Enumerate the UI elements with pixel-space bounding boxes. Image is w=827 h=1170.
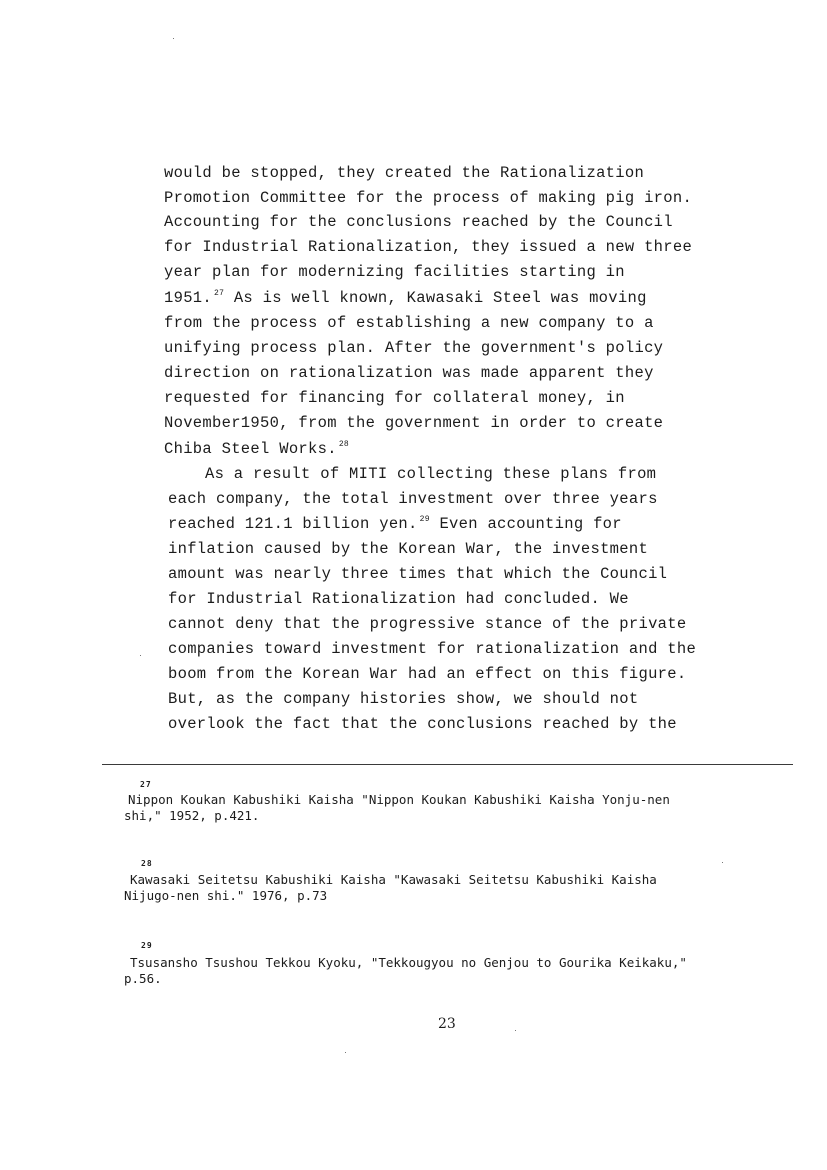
footnote-text: Nippon Koukan Kabushiki Kaisha "Nippon Koukan Kabushiki Kaisha Yonju-nen bbox=[128, 792, 670, 807]
body-line: Accounting for the conclusions reached by the Council bbox=[164, 213, 673, 231]
page-number: 23 bbox=[438, 1016, 456, 1032]
scan-speck bbox=[140, 655, 141, 656]
footnote-text: Kawasaki Seitetsu Kabushiki Kaisha "Kawasaki Seitetsu Kabushiki Kaisha bbox=[130, 872, 657, 887]
body-line: As a result of MITI collecting these plans from bbox=[205, 465, 657, 483]
body-line: unifying process plan. After the government's policy bbox=[164, 339, 664, 357]
footnote-ref: 29 bbox=[419, 515, 430, 524]
body-line: from the process of establishing a new company to a bbox=[164, 314, 654, 332]
body-line: inflation caused by the Korean War, the investment bbox=[168, 540, 649, 558]
footnote-text: p.56. bbox=[124, 971, 162, 986]
body-line: Promotion Committee for the process of making pig iron. bbox=[164, 189, 693, 207]
body-line: direction on rationalization was made apparent they bbox=[164, 364, 654, 382]
body-line: year plan for modernizing facilities starting in bbox=[164, 263, 625, 281]
body-line: Chiba Steel Works. $^{28}$ bbox=[164, 440, 350, 458]
scan-speck bbox=[722, 862, 723, 863]
scan-speck bbox=[345, 1052, 346, 1053]
footnote-ref: 27 bbox=[214, 289, 225, 298]
footnote-text: shi," 1952, p.421. bbox=[124, 808, 260, 823]
scan-speck bbox=[515, 1030, 516, 1031]
body-line: would be stopped, they created the Rationalization bbox=[164, 164, 645, 182]
body-line: November1950, from the government in order to create bbox=[164, 414, 664, 432]
footnote-number: 29 bbox=[141, 941, 153, 950]
body-line: for Industrial Rationalization, they issued a new three bbox=[164, 238, 693, 256]
body-line: boom from the Korean War had an effect on this figure. bbox=[168, 665, 687, 683]
footnote-number: 27 bbox=[140, 780, 152, 789]
body-line: requested for financing for collateral money, in bbox=[164, 389, 625, 407]
body-line: But, as the company histories show, we should not bbox=[168, 690, 639, 708]
body-line: cannot deny that the progressive stance of the private bbox=[168, 615, 687, 633]
body-line: each company, the total investment over three years bbox=[168, 490, 658, 508]
body-line: companies toward investment for rationalization and the bbox=[168, 640, 697, 658]
footnote-divider bbox=[102, 764, 793, 765]
footnote-text: Nijugo-nen shi." 1976, p.73 bbox=[124, 888, 328, 903]
body-line: amount was nearly three times that which the Council bbox=[168, 565, 668, 583]
body-line: for Industrial Rationalization had concluded. We bbox=[168, 590, 629, 608]
body-line: 1951. $^{27}$ As is well known, Kawasaki Steel was moving bbox=[164, 289, 647, 307]
footnote-number: 28 bbox=[141, 859, 153, 868]
footnote-ref: 28 bbox=[338, 440, 350, 449]
footnote-text: Tsusansho Tsushou Tekkou Kyoku, "Tekkougyou no Genjou to Gourika Keikaku," bbox=[130, 955, 687, 970]
body-line: reached 121.1 billion yen. $^{29}$ Even accounting for bbox=[168, 515, 622, 533]
body-line: overlook the fact that the conclusions reached by the bbox=[168, 715, 677, 733]
scan-speck bbox=[173, 38, 174, 39]
